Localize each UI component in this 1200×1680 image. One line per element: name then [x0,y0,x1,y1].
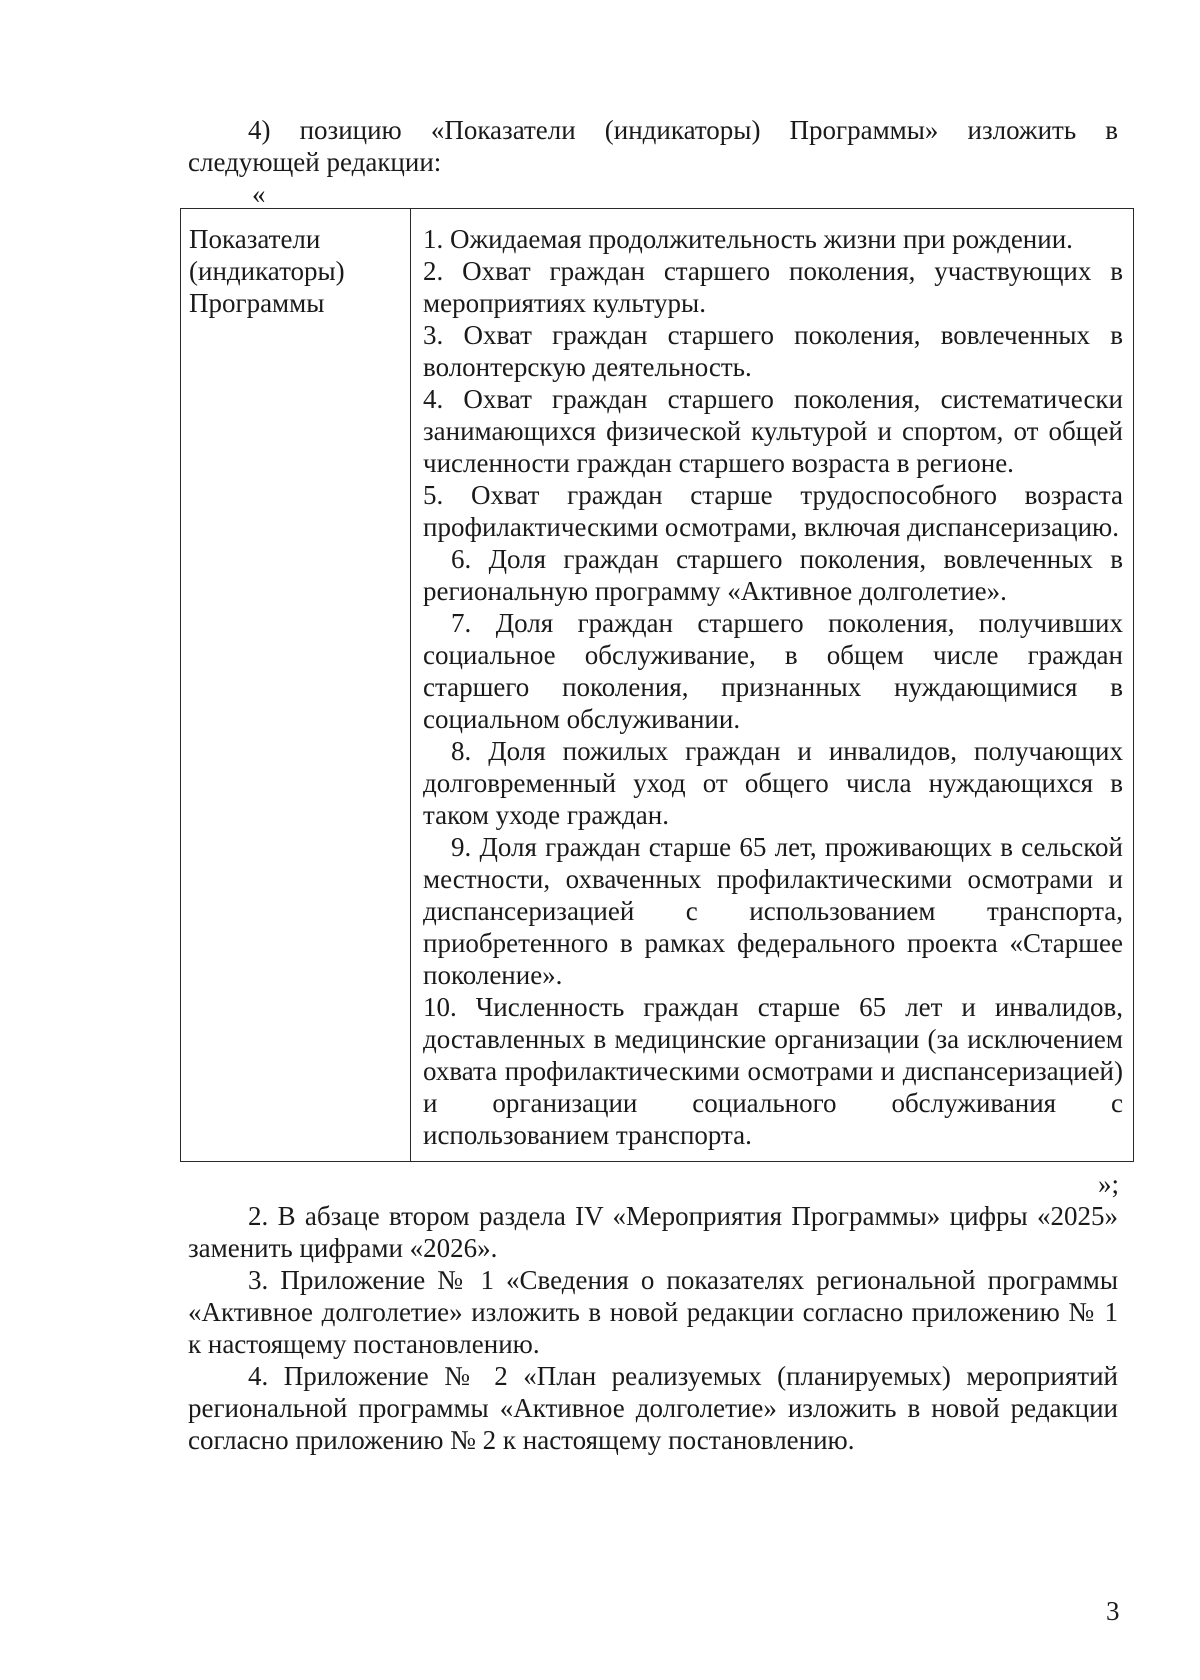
indicator-item: 5. Охват граждан старше трудоспособного возраста профилактическими осмотрами, включая диспансеризацию. [423,480,1123,542]
body-paragraph: 3. Приложение № 1 «Сведения о показателях региональной программы «Активное долголетие» изложить в новой редакции согласно приложению № 1 к настоящему постановлению. [188,1265,1118,1359]
indicator-item: 3. Охват граждан старшего поколения, вовлеченных в волонтерскую деятельность. [423,320,1123,382]
indicators-label-cell [181,209,411,1162]
body-paragraph: 2. В абзаце втором раздела IV «Мероприятия Программы» цифры «2025» заменить цифрами «2026». [188,1201,1118,1263]
intro-paragraph: 4) позицию «Показатели (индикаторы) Программы» изложить в следующей редакции: [188,115,1118,177]
indicator-item: 7. Доля граждан старшего поколения, получивших социальное обслуживание, в общем числе граждан старшего поколения, признанных нуждающимися в социальном обслуживании. [423,608,1123,734]
page-number: 3 [1106,1596,1120,1626]
indicator-item: 8. Доля пожилых граждан и инвалидов, получающих долговременный уход от общего числа нуждающихся в таком уходе граждан. [423,736,1123,830]
body-paragraph: 4. Приложение № 2 «План реализуемых (планируемых) мероприятий региональной программы «Активное долголетие» изложить в новой редакции согласно приложению № 2 к настоящему постановлению. [188,1361,1118,1455]
indicators-list-cell [411,209,1134,1162]
indicators-table [180,208,1134,1162]
closing-quote: »; [1098,1169,1120,1199]
indicator-item: 2. Охват граждан старшего поколения, участвующих в мероприятиях культуры. [423,256,1123,318]
body-paragraphs [188,1200,1118,1456]
table-row [181,209,1134,1162]
indicator-item: 9. Доля граждан старше 65 лет, проживающих в сельской местности, охваченных профилактическими осмотрами и диспансеризацией с использованием транспорта, приобретенного в рамках федерального проекта «Старшее поколение». [423,832,1123,990]
indicator-item: 6. Доля граждан старшего поколения, вовлеченных в региональную программу «Активное долголетие». [423,544,1123,606]
indicators-label: Показатели (индикаторы) Программы [189,224,345,318]
indicator-item: 10. Численность граждан старше 65 лет и инвалидов, доставленных в медицинские организации (за исключением охвата профилактическими осмотрами и диспансеризацией) и организации социального обслуживания с использованием транспорта. [423,992,1123,1150]
indicator-item: 1. Ожидаемая продолжительность жизни при рождении. [423,224,1073,254]
opening-quote: « [252,179,266,209]
indicator-item: 4. Охват граждан старшего поколения, систематически занимающихся физической культурой и спортом, от общей численности граждан старшего возраста в регионе. [423,384,1123,478]
